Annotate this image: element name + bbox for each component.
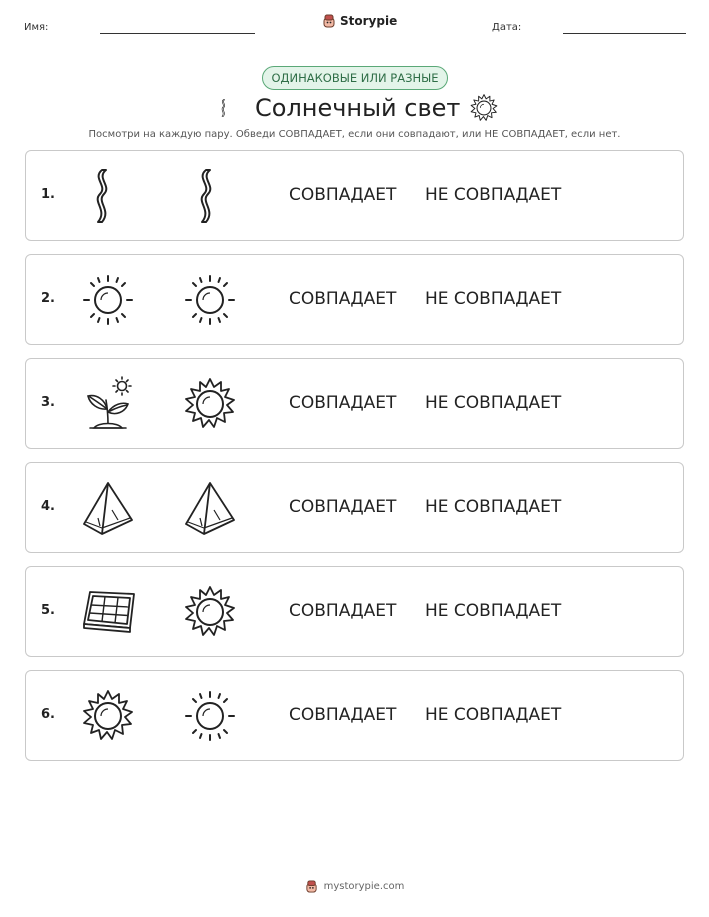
- question-number: 2.: [41, 291, 55, 306]
- question-number: 1.: [41, 187, 55, 202]
- wavy-line-icon: [180, 168, 236, 224]
- question-row: [25, 670, 684, 761]
- question-number: 5.: [41, 603, 55, 618]
- question-row: [25, 254, 684, 345]
- option-no-match[interactable]: НЕ СОВПАДАЕТ: [425, 289, 562, 309]
- sun-rays-icon: [182, 272, 238, 328]
- pyramid-icon: [182, 480, 238, 536]
- pyramid-icon: [80, 480, 136, 536]
- sun-rays-icon: [182, 688, 238, 744]
- option-no-match[interactable]: НЕ СОВПАДАЕТ: [425, 393, 562, 413]
- footer: [0, 880, 709, 893]
- name-label: Имя:: [24, 22, 49, 33]
- question-number: 4.: [41, 499, 55, 514]
- option-match[interactable]: СОВПАДАЕТ: [289, 185, 397, 205]
- question-number: 6.: [41, 707, 55, 722]
- solar-panel-icon: [80, 584, 136, 640]
- option-match[interactable]: СОВПАДАЕТ: [289, 497, 397, 517]
- option-match[interactable]: СОВПАДАЕТ: [289, 289, 397, 309]
- sun-spiky-icon: [182, 584, 238, 640]
- title-row: [0, 90, 709, 128]
- brand-logo: [322, 14, 397, 28]
- question-row: [25, 566, 684, 657]
- wavy-line-icon: [215, 93, 233, 123]
- sun-spiky-icon: [469, 93, 499, 123]
- question-number: 3.: [41, 395, 55, 410]
- option-no-match[interactable]: НЕ СОВПАДАЕТ: [425, 497, 562, 517]
- category-tag: ОДИНАКОВЫЕ ИЛИ РАЗНЫЕ: [262, 66, 448, 90]
- name-field[interactable]: [100, 33, 255, 34]
- question-row: [25, 358, 684, 449]
- footer-site-link[interactable]: mystorypie.com: [323, 881, 405, 892]
- storypie-mascot-icon: [322, 14, 336, 28]
- date-label: Дата:: [492, 22, 522, 33]
- wavy-line-icon: [76, 168, 132, 224]
- sun-spiky-icon: [80, 688, 136, 744]
- option-match[interactable]: СОВПАДАЕТ: [289, 393, 397, 413]
- sprout-sun-icon: [80, 376, 136, 432]
- date-field[interactable]: [563, 33, 686, 34]
- question-row: [25, 462, 684, 553]
- question-row: [25, 150, 684, 241]
- storypie-mascot-icon: [305, 880, 318, 893]
- sun-rays-icon: [80, 272, 136, 328]
- instructions: Посмотри на каждую пару. Обведи СОВПАДАЕТ, если они совпадают, или НЕ СОВПАДАЕТ, если нет.: [88, 129, 621, 140]
- brand-name: Storypie: [340, 14, 398, 28]
- option-match[interactable]: СОВПАДАЕТ: [289, 601, 397, 621]
- option-match[interactable]: СОВПАДАЕТ: [289, 705, 397, 725]
- option-no-match[interactable]: НЕ СОВПАДАЕТ: [425, 601, 562, 621]
- option-no-match[interactable]: НЕ СОВПАДАЕТ: [425, 705, 562, 725]
- page-title: Солнечный свет: [255, 94, 461, 122]
- sun-spiky-icon: [182, 376, 238, 432]
- option-no-match[interactable]: НЕ СОВПАДАЕТ: [425, 185, 562, 205]
